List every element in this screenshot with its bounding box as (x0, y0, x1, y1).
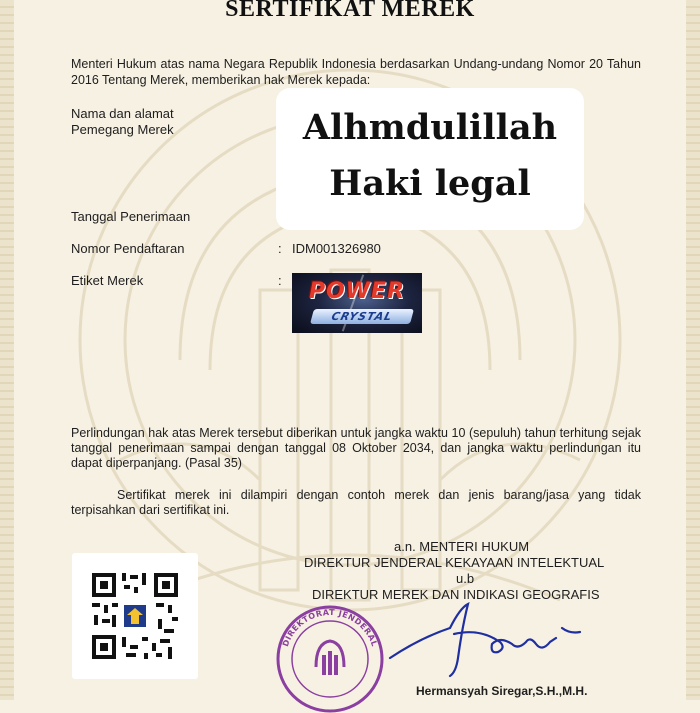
intro-text: Menteri Hukum atas nama Negara Republik Indonesia berdasarkan Undang-undang Nomor 20 Tahun 2016 Tentang Merek, memberikan hak Merek kepada: (71, 57, 641, 87)
brand-label-colon: : (278, 273, 282, 288)
signature-image (380, 598, 600, 680)
signatory-line3: u.b (456, 571, 475, 586)
holder-label-line1: Nama dan alamat (71, 106, 174, 121)
signatory-line2: DIREKTUR JENDERAL KEKAYAAN INTELEKTUAL (304, 555, 605, 570)
attachment-paragraph: Sertifikat merek ini dilampiri dengan contoh merek dan jenis barang/jasa yang tidak terpisahkan dari sertifikat ini. (71, 488, 641, 517)
certificate-border-left (0, 0, 14, 700)
received-date-label: Tanggal Penerimaan (71, 209, 191, 224)
seal-text: DIREKTORAT JENDERAL (280, 607, 380, 648)
brand-logo-word1: POWER (308, 279, 406, 304)
qr-code-card (72, 553, 198, 679)
brand-label-label: Etiket Merek (71, 273, 144, 288)
registration-number-value: IDM001326980 (292, 241, 381, 256)
holder-label-line2: Pemegang Merek (71, 122, 174, 137)
registration-number-colon: : (278, 241, 282, 256)
signatory-line4: DIREKTUR MEREK DAN INDIKASI GEOGRAFIS (312, 587, 600, 602)
overlay-caption-line2: Haki legal (329, 163, 531, 204)
brand-logo-word2: CRYSTAL (310, 309, 414, 324)
certificate-title: SERTIFIKAT MEREK (225, 0, 475, 22)
overlay-caption-line1: Alhmdulillah (302, 107, 558, 148)
ministry-seal (276, 605, 384, 713)
protection-paragraph: Perlindungan hak atas Merek tersebut diberikan untuk jangka waktu 10 (sepuluh) tahun terhitung sejak tanggal penerimaan sampai dengan tanggal 08 Oktober 2034, dan jangka waktu perlindungan itu dapat diperpanjang. (Pasal 35) (71, 426, 641, 470)
brand-logo-image (292, 273, 422, 333)
overlay-caption-box (276, 88, 584, 230)
certificate-border-right (686, 0, 700, 700)
qr-code (72, 553, 198, 679)
signatory-name: Hermansyah Siregar,S.H.,M.H. (416, 684, 588, 698)
registration-number-label: Nomor Pendaftaran (71, 241, 185, 256)
signatory-line1: a.n. MENTERI HUKUM (394, 539, 530, 554)
